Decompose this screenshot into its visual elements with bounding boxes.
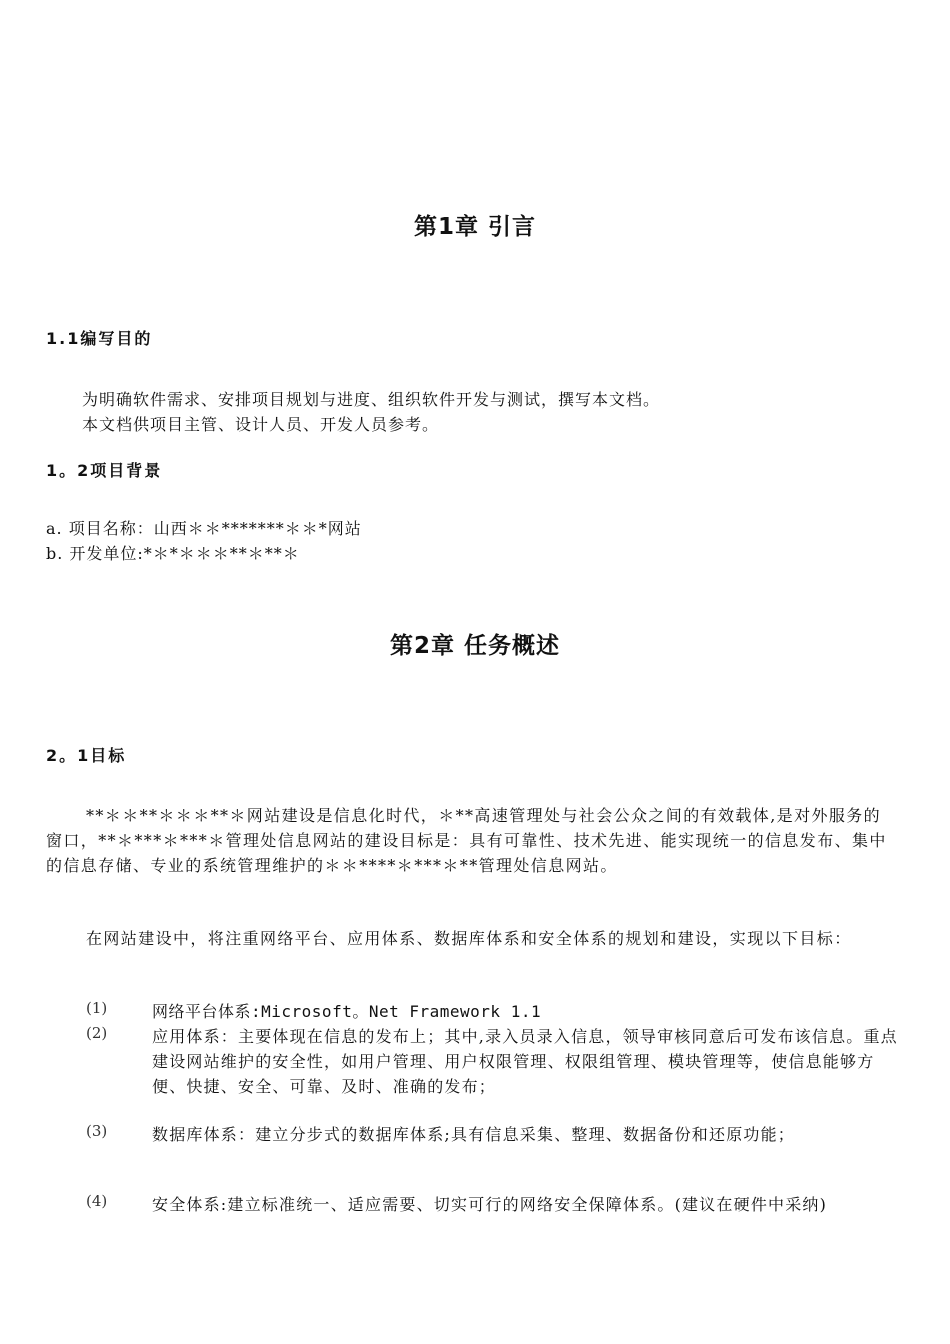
list-number: (4) [86,1192,108,1210]
chapter-2-title: 第2章 任务概述 [389,633,560,659]
goal-paragraph-2: 在网站建设中，将注重网络平台、应用体系、数据库体系和安全体系的规划和建设，实现以下目标： [86,929,852,948]
project-name-item: a. 项目名称：山西＊＊*******＊＊*网站 [46,519,362,538]
list-text: 网络平台体系:Microsoft。Net Framework 1.1 [152,1002,542,1021]
section-1-1-heading: 1.1编写目的 [46,329,153,348]
section-1-1-line-1: 为明确软件需求、安排项目规划与进度、组织软件开发与测试，撰写本文档。 [82,390,661,409]
list-text: 数据库体系：建立分步式的数据库体系;具有信息采集、整理、数据备份和还原功能； [152,1125,795,1144]
section-1-2-heading: 1。2项目背景 [46,461,163,480]
chapter-1-title: 第1章 引言 [413,214,536,240]
section-2-1-heading: 2。1目标 [46,746,127,765]
list-number: (3) [86,1122,108,1140]
list-number: (1) [86,999,108,1017]
goal-paragraph-1: **＊＊**＊＊＊**＊网站建设是信息化时代，＊**高速管理处与社会公众之间的有效载体,是对外服务的窗口，**＊***＊***＊管理处信息网站的建设目标是：具有可靠性、技术先进、能实现统一的信息发布、集中的信息存储、专业的系统管理维护的＊＊****＊***＊**管理处信息网站。 [46,806,887,875]
list-number: (2) [86,1024,108,1042]
section-1-1-line-2: 本文档供项目主管、设计人员、开发人员参考。 [82,415,440,434]
list-text: 安全体系:建立标准统一、适应需要、切实可行的网络安全保障体系。(建议在硬件中采纳) [152,1195,828,1214]
developer-unit-item: b. 开发单位:*＊*＊＊＊**＊**＊ [46,544,300,563]
list-text: 应用体系：主要体现在信息的发布上；其中,录入员录入信息，领导审核同意后可发布该信息。重点建设网站维护的安全性，如用户管理、用户权限管理、权限组管理、模块管理等，使信息能够方便、快捷、安全、可靠、及时、准确的发布； [152,1027,898,1096]
